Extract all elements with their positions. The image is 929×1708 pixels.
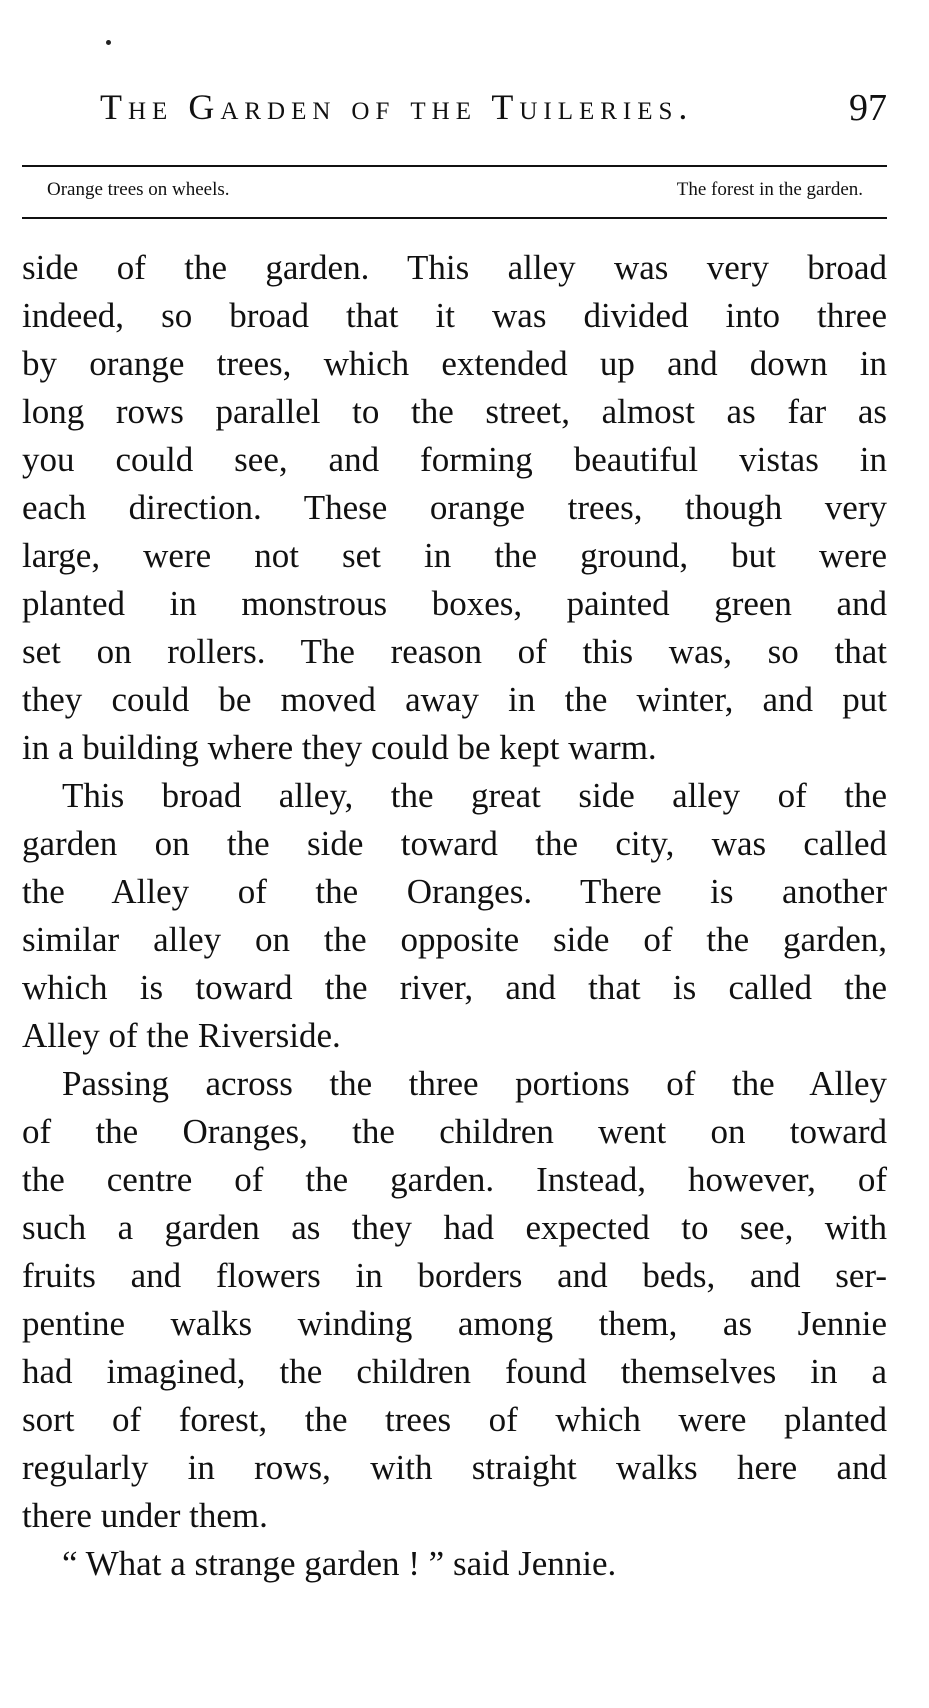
text-line: indeed, so broad that it was divided into three bbox=[22, 296, 887, 335]
ink-speck bbox=[106, 40, 111, 45]
subhead-right: The forest in the garden. bbox=[676, 179, 863, 200]
running-header bbox=[22, 86, 887, 146]
body-text bbox=[22, 244, 887, 1588]
text-line: of the Oranges, the children went on toward bbox=[22, 1112, 887, 1151]
text-line: “ What a strange garden ! ” said Jennie. bbox=[62, 1544, 617, 1583]
text-line: such a garden as they had expected to see, with bbox=[22, 1208, 887, 1247]
text-line: the Alley of the Oranges. There is another bbox=[22, 872, 887, 911]
text-line: similar alley on the opposite side of the garden, bbox=[22, 920, 887, 959]
page-number: 97 bbox=[849, 87, 887, 129]
text-line: which is toward the river, and that is called the bbox=[22, 968, 887, 1007]
text-line: set on rollers. The reason of this was, so that bbox=[22, 632, 887, 671]
header-rule-bottom bbox=[22, 217, 887, 219]
marginal-subheads bbox=[22, 175, 887, 213]
text-line: fruits and flowers in borders and beds, and ser- bbox=[22, 1256, 887, 1295]
text-line: Passing across the three portions of the Alley bbox=[62, 1064, 887, 1103]
text-line: each direction. These orange trees, though very bbox=[22, 488, 887, 527]
text-line: had imagined, the children found themselves in a bbox=[22, 1352, 887, 1391]
text-line: there under them. bbox=[22, 1496, 268, 1535]
text-line: regularly in rows, with straight walks here and bbox=[22, 1448, 887, 1487]
text-line: side of the garden. This alley was very broad bbox=[22, 248, 887, 287]
text-line: in a building where they could be kept warm. bbox=[22, 728, 657, 767]
text-line: garden on the side toward the city, was called bbox=[22, 824, 887, 863]
text-line: long rows parallel to the street, almost as far as bbox=[22, 392, 887, 431]
running-title: The Garden of the Tuileries. bbox=[100, 87, 694, 127]
text-line: planted in monstrous boxes, painted green and bbox=[22, 584, 887, 623]
text-line: sort of forest, the trees of which were planted bbox=[22, 1400, 887, 1439]
text-line: Alley of the Riverside. bbox=[22, 1016, 341, 1055]
text-line: they could be moved away in the winter, and put bbox=[22, 680, 887, 719]
subhead-left: Orange trees on wheels. bbox=[47, 179, 230, 200]
text-line: the centre of the garden. Instead, however, of bbox=[22, 1160, 887, 1199]
text-line: This broad alley, the great side alley of the bbox=[62, 776, 887, 815]
text-line: by orange trees, which extended up and down in bbox=[22, 344, 887, 383]
text-line: you could see, and forming beautiful vistas in bbox=[22, 440, 887, 479]
text-line: large, were not set in the ground, but were bbox=[22, 536, 887, 575]
header-rule-top bbox=[22, 165, 887, 167]
text-line: pentine walks winding among them, as Jennie bbox=[22, 1304, 887, 1343]
